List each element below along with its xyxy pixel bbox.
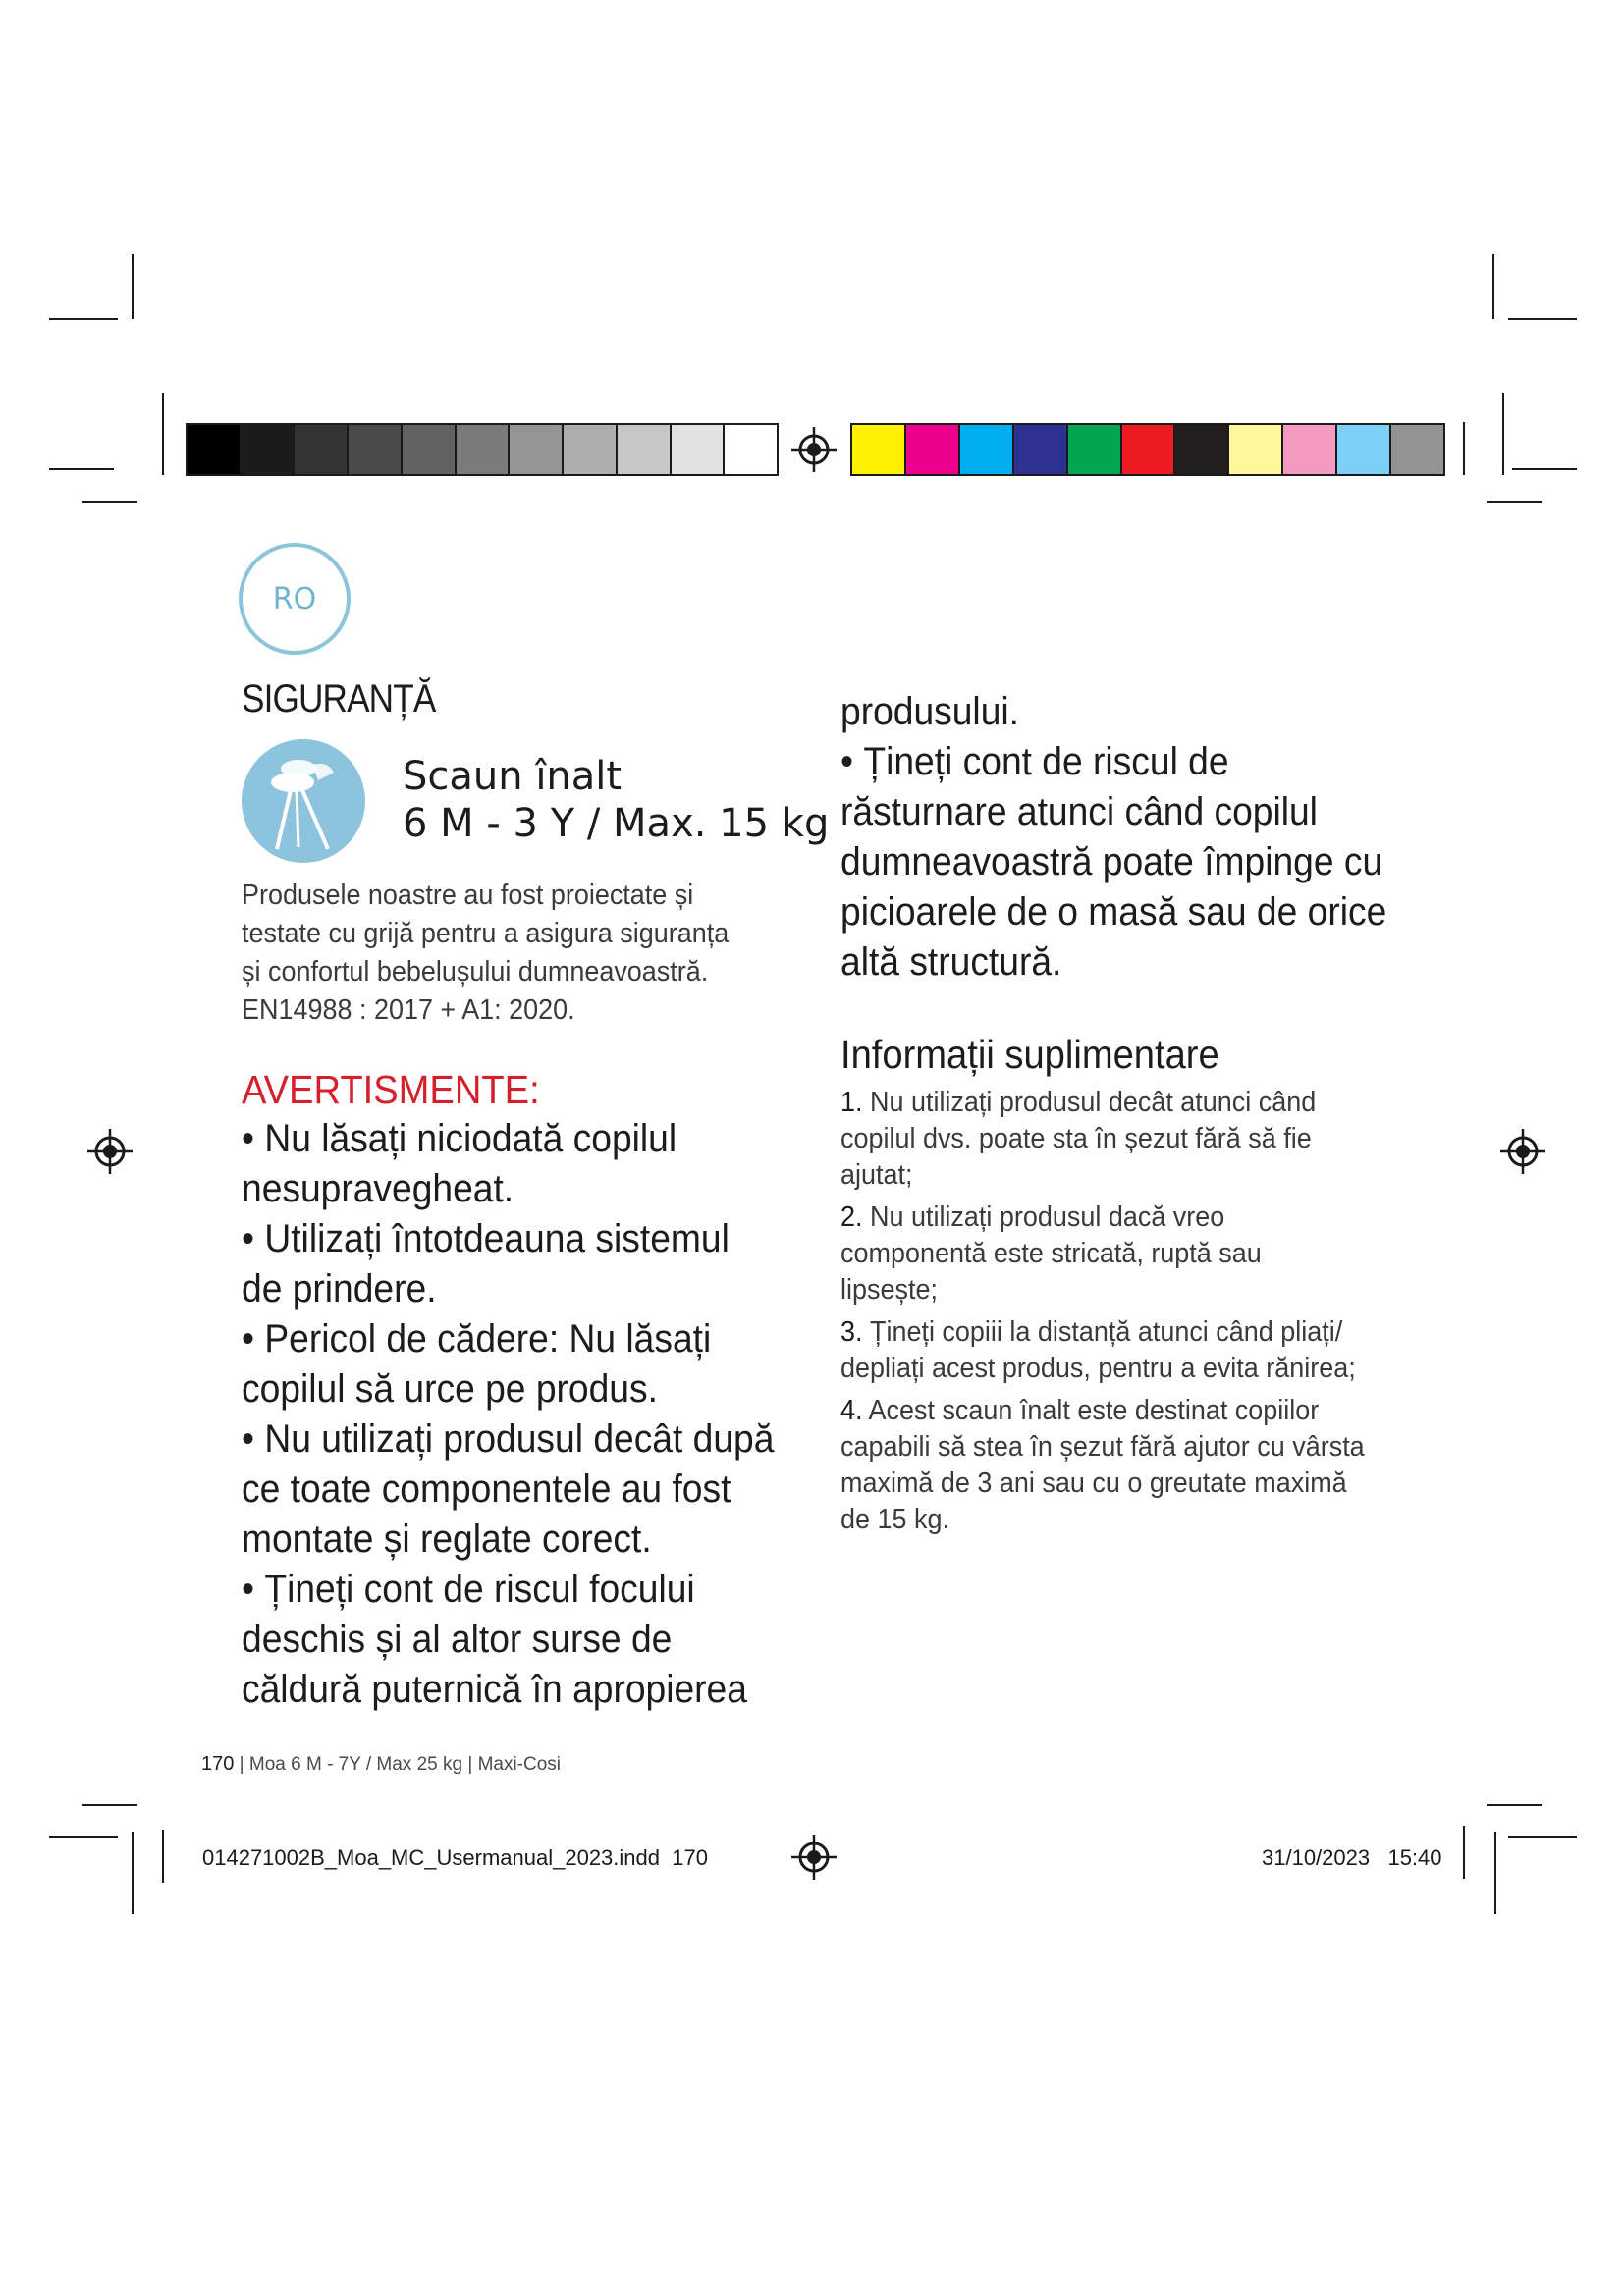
warning-line: de prindere.	[242, 1267, 437, 1310]
color-swatch	[852, 425, 906, 474]
warning-line: • Țineți cont de riscul de	[840, 740, 1229, 783]
crop-mark	[132, 1832, 134, 1914]
info-item	[840, 1393, 1370, 1538]
warning-line: altă structură.	[840, 940, 1062, 984]
right-column	[840, 687, 1410, 1538]
registration-mark-icon	[87, 1129, 133, 1174]
intro-line: Produsele noastre au fost proiectate și	[242, 880, 694, 911]
slug-filename: 014271002B_Moa_MC_Usermanual_2023.indd	[202, 1845, 660, 1870]
footer-separator: |	[462, 1754, 478, 1775]
left-column	[242, 677, 830, 1715]
slug-date: 31/10/2023	[1262, 1845, 1371, 1870]
warnings-list	[242, 1114, 775, 1715]
info-item	[840, 1085, 1370, 1194]
warning-line: răsturnare atunci când copilul	[840, 790, 1318, 833]
crop-mark	[1463, 422, 1465, 475]
footer-brand: Maxi-Cosi	[477, 1754, 562, 1775]
high-chair-icon	[242, 739, 365, 863]
slug-time: 15:40	[1387, 1845, 1442, 1870]
color-swatch	[1014, 425, 1068, 474]
color-swatch	[188, 425, 242, 474]
info-item-line: maximă de 3 ani sau cu o greutate maximă	[840, 1468, 1347, 1499]
info-item-line: de 15 kg.	[840, 1504, 949, 1535]
intro-line: testate cu grijă pentru a asigura siguranța	[242, 918, 730, 949]
warning-line: • Pericol de cădere: Nu lăsați	[242, 1317, 712, 1361]
color-swatch	[960, 425, 1014, 474]
registration-mark-icon	[791, 1835, 837, 1880]
standard-reference: EN14988 : 2017 + A1: 2020.	[242, 994, 575, 1026]
color-swatch	[1122, 425, 1176, 474]
crop-mark	[82, 1804, 137, 1806]
warnings-list-continued	[840, 687, 1387, 988]
info-item-line: Nu utilizați produsul decât atunci când	[862, 1087, 1317, 1118]
crop-mark	[49, 1836, 118, 1838]
warning-line: ce toate componentele au fost	[242, 1468, 731, 1511]
warning-line: dumneavoastră poate împinge cu	[840, 840, 1383, 883]
color-swatch	[510, 425, 564, 474]
product-spec-line: 6 M - 3 Y / Max. 15 kg	[403, 801, 830, 846]
slug-page: 170	[672, 1845, 708, 1870]
info-item-line: lipsește;	[840, 1274, 938, 1306]
color-swatch	[349, 425, 403, 474]
registration-mark-icon	[791, 427, 837, 472]
footer-separator: |	[234, 1754, 249, 1775]
info-item-number: 4.	[840, 1395, 863, 1426]
intro-line: și confortul bebelușului dumneavoastră.	[242, 956, 709, 988]
info-item	[840, 1200, 1370, 1308]
intro-text	[242, 877, 771, 1030]
crop-mark	[1492, 254, 1494, 319]
warnings-heading: AVERTISMENTE:	[242, 1067, 540, 1112]
info-item	[840, 1314, 1370, 1387]
color-swatch	[242, 425, 296, 474]
warning-line: copilul să urce pe produs.	[242, 1367, 658, 1411]
color-swatch	[403, 425, 457, 474]
warning-line: produsului.	[840, 690, 1019, 733]
print-slug-file	[202, 1845, 708, 1871]
info-item-line: capabili să stea în șezut fără ajutor cu vârsta	[840, 1431, 1365, 1463]
color-swatch	[1283, 425, 1337, 474]
crop-mark	[49, 318, 118, 320]
info-item-number: 3.	[840, 1316, 863, 1348]
product-header	[242, 739, 830, 877]
warning-line: picioarele de o masă sau de orice	[840, 890, 1387, 934]
crop-mark	[162, 393, 164, 475]
info-item-line: copilul dvs. poate sta în șezut fără să fie	[840, 1123, 1312, 1154]
product-name	[403, 753, 829, 847]
color-swatch	[725, 425, 777, 474]
print-slug-date	[1262, 1845, 1442, 1871]
color-swatch	[295, 425, 349, 474]
info-item-line: Acest scaun înalt este destinat copiilor	[862, 1395, 1320, 1426]
language-code: RO	[272, 581, 317, 616]
color-swatch	[457, 425, 511, 474]
color-swatch	[1175, 425, 1229, 474]
crop-mark	[1487, 1804, 1542, 1806]
color-swatch	[672, 425, 726, 474]
warning-line: • Utilizați întotdeauna sistemul	[242, 1217, 730, 1260]
warning-line: căldură puternică în apropierea	[242, 1668, 747, 1711]
crop-mark	[1508, 1836, 1577, 1838]
footer-product: Moa 6 M - 7Y / Max 25 kg	[248, 1754, 463, 1775]
crop-mark	[1508, 318, 1577, 320]
color-swatch	[906, 425, 960, 474]
crop-mark	[1494, 1832, 1496, 1914]
color-swatch	[1337, 425, 1391, 474]
additional-info-heading: Informații suplimentare	[840, 1032, 1219, 1077]
info-item-line: Țineți copiii la distanță atunci când pliați/	[862, 1316, 1343, 1348]
page-footer	[201, 1753, 561, 1776]
registration-mark-icon	[1500, 1129, 1545, 1174]
crop-mark	[1502, 393, 1504, 475]
info-item-line: Nu utilizați produsul dacă vreo	[862, 1201, 1225, 1233]
section-heading: SIGURANȚĂ	[242, 677, 436, 721]
info-item-line: componentă este stricată, ruptă sau	[840, 1238, 1262, 1269]
crop-mark	[82, 501, 137, 503]
warning-line: montate și reglate corect.	[242, 1518, 652, 1561]
info-item-line: depliați acest produs, pentru a evita rănirea;	[840, 1353, 1356, 1384]
color-swatch	[1068, 425, 1122, 474]
color-swatch	[1229, 425, 1283, 474]
info-item-number: 2.	[840, 1201, 863, 1233]
crop-mark	[132, 254, 134, 319]
warning-line: • Nu utilizați produsul decât după	[242, 1417, 775, 1461]
crop-mark	[1487, 501, 1542, 503]
color-swatch	[618, 425, 672, 474]
warning-line: nesupravegheat.	[242, 1167, 514, 1210]
color-swatch	[564, 425, 618, 474]
crop-mark	[162, 1830, 164, 1883]
info-item-number: 1.	[840, 1087, 863, 1118]
grayscale-calibration-bar	[186, 423, 779, 476]
color-calibration-bar	[850, 423, 1445, 476]
crop-mark	[1463, 1826, 1465, 1879]
warning-line: • Țineți cont de riscul focului	[242, 1568, 695, 1611]
crop-mark	[49, 468, 114, 470]
warning-line: • Nu lăsați niciodată copilul	[242, 1117, 677, 1160]
crop-mark	[1512, 468, 1577, 470]
language-badge	[239, 543, 351, 655]
info-item-line: ajutat;	[840, 1159, 913, 1191]
page-number: 170	[201, 1753, 235, 1775]
warning-line: deschis și al altor surse de	[242, 1618, 673, 1661]
product-name-line: Scaun înalt	[403, 754, 623, 799]
color-swatch	[1391, 425, 1443, 474]
